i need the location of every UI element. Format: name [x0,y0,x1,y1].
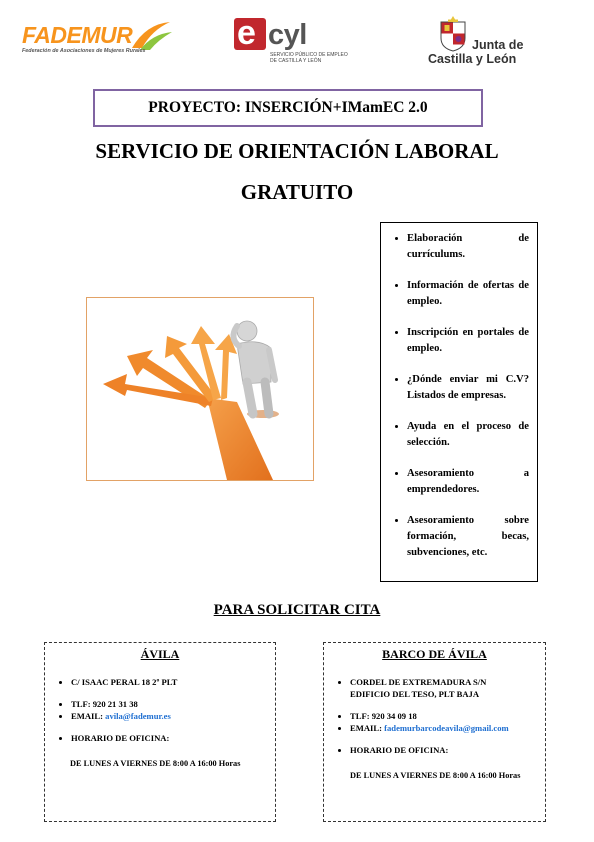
office-address: • C/ ISAAC PERAL 18 2º PLT [71,676,275,688]
office-title: BARCO DE ÁVILA [382,647,487,661]
service-item: • Asesoramiento sobre formación, becas, subvenciones, etc. [407,513,529,561]
office-email-link[interactable]: avila@fademur.es [105,711,171,721]
office-phone: • TLF: 920 34 09 18 [350,710,545,722]
project-title: PROYECTO: INSERCIÓN+IMamEC 2.0 [93,89,483,127]
junta-logo [428,14,544,66]
service-item: • Información de ofertas de empleo. [407,278,529,310]
ecyl-logo [234,14,364,64]
service-item: • Ayuda en el proceso de selección. [407,419,529,451]
service-item: • Asesoramiento a emprendedores. [407,466,529,498]
crossroads-arrows-icon [87,298,313,480]
junta-logo-line1: Junta de [472,38,524,52]
ecyl-mark: e [234,18,266,50]
service-item: • Inscripción en portales de empleo. [407,325,529,357]
fademur-logo-subtitle: Federación de Asociaciones de Mujeres Rurales [22,48,146,54]
email-label: EMAIL: [350,723,385,733]
castilla-leon-shield-icon [438,16,468,52]
fademur-logo [22,18,162,60]
office-hours: DE LUNES A VIERNES DE 8:00 A 16:00 Horas [70,759,241,768]
page-title-line2: GRATUITO [240,180,354,204]
career-crossroads-illustration [86,297,314,481]
office-phone: • TLF: 920 21 31 38 [71,698,275,710]
appointment-heading: PARA SOLICITAR CITA [213,602,381,618]
ecyl-logo-text: cyl [268,19,307,51]
office-email-row [350,722,545,734]
office-hours-label: • HORARIO DE OFICINA: [350,744,545,756]
fademur-swoosh-icon [130,18,174,52]
office-title: ÁVILA [140,647,180,661]
office-address: • CORDEL DE EXTREMADURA S/N EDIFICIO DEL TESO, PLT BAJA [350,676,545,700]
page-title-line1: SERVICIO DE ORIENTACIÓN LABORAL [95,139,499,163]
office-email-link[interactable]: fademurbarcodeavila@gmail.com [384,723,509,733]
services-list [380,222,538,582]
office-avila-card [44,642,276,822]
service-item: • Elaboración de currículums. [407,231,529,263]
office-hours-label: • HORARIO DE OFICINA: [71,732,275,744]
office-email-row [71,710,275,722]
service-item: • ¿Dónde enviar mi C.V? Listados de empresas. [407,372,529,404]
office-barco-card [323,642,546,822]
ecyl-logo-subtitle: SERVICIO PÚBLICO DE EMPLEO DE CASTILLA Y LEÓN [270,52,348,64]
junta-logo-line2: Castilla y León [428,52,517,66]
email-label: EMAIL: [71,711,106,721]
fademur-logo-text: FADEMUR [22,22,133,48]
office-hours: DE LUNES A VIERNES DE 8:00 A 16:00 Horas [350,771,521,780]
